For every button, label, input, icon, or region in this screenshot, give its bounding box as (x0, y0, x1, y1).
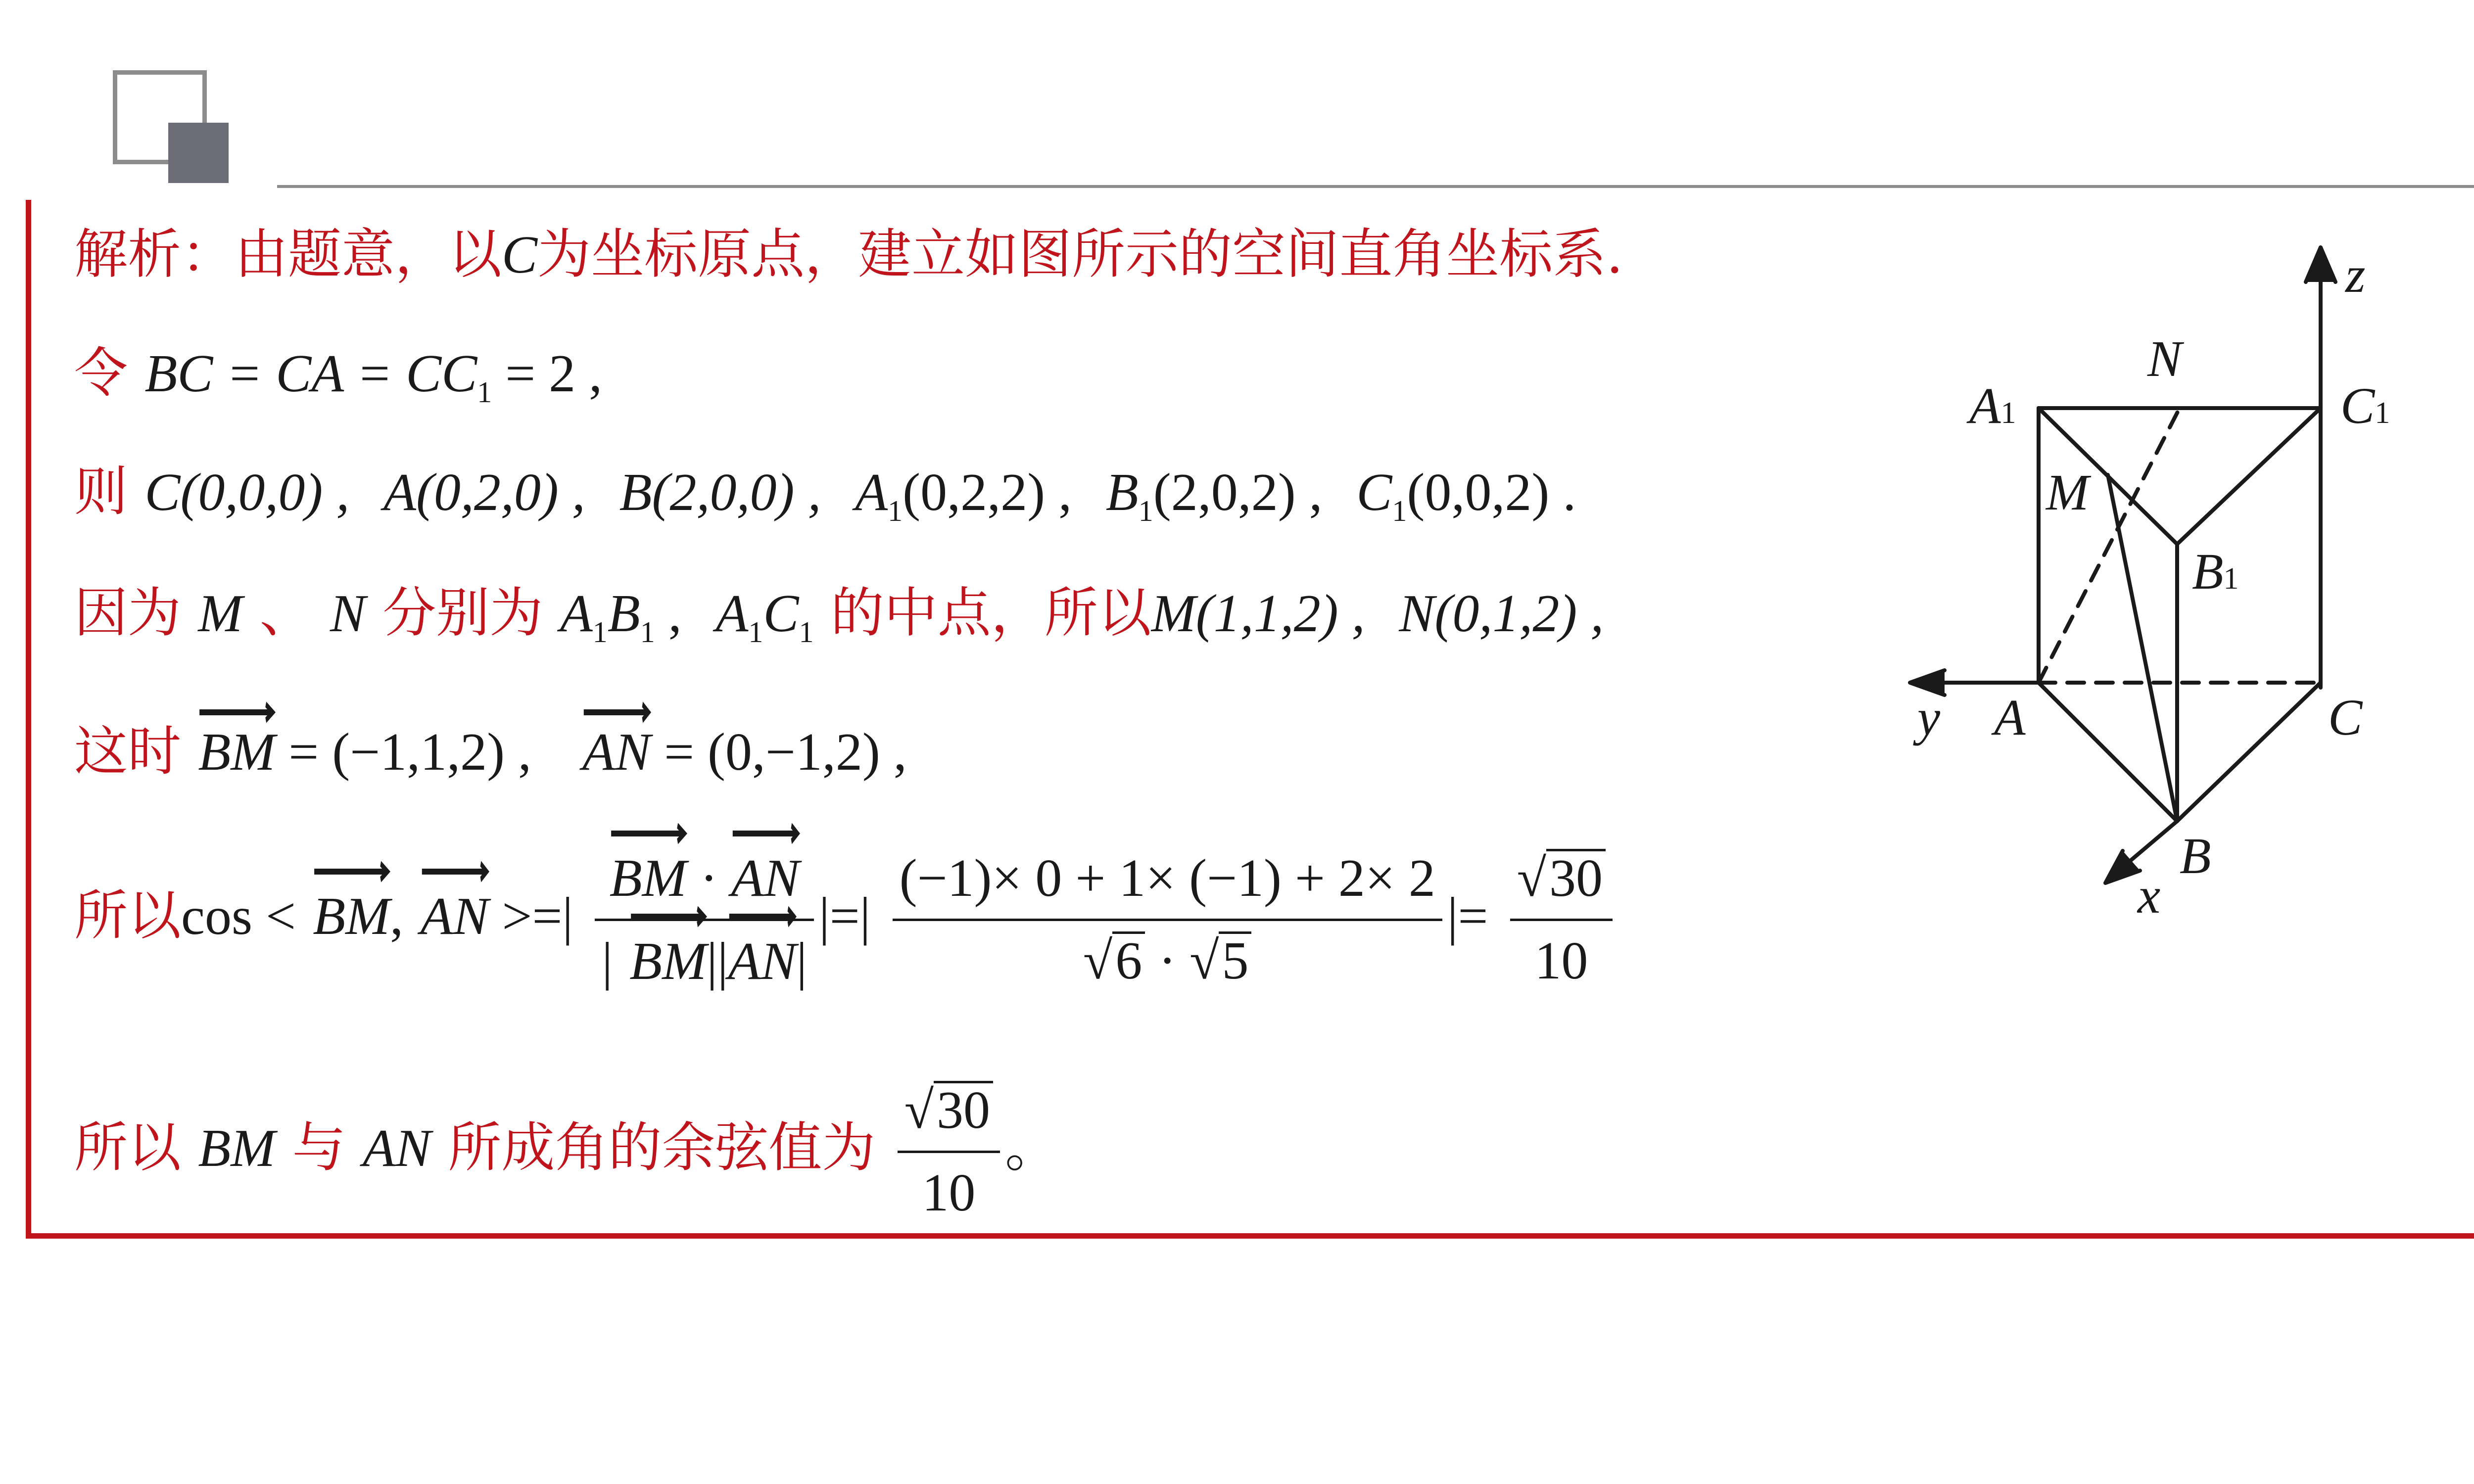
line4-lead: 因为 (74, 582, 182, 644)
line7-an: AN (363, 1118, 431, 1178)
point-b1: $B_1(2,0,2)$ , (1105, 463, 1323, 527)
m-coord: M(1,1,2) , (1151, 584, 1365, 643)
line4-mid1: 分别为 (382, 582, 543, 644)
solution-line-6: 所以cos < BM, AN >=| BM · AN | BM|| AN| |=| (−1)× 0 + 1× (−1) + 2× 2 √6 · √5 |= √30 10 (74, 841, 1618, 999)
label-a1: A1 (1969, 377, 2016, 434)
vector-an-2: AN (421, 880, 489, 954)
segment-a1c1: $A_1C_1$ (715, 584, 814, 649)
line2-lead: 令 (74, 342, 128, 404)
line4-sep: 、 (259, 582, 313, 644)
header-rule (277, 185, 2474, 188)
solution-line-7 (74, 1073, 1058, 1230)
label-b1: B1 (2192, 543, 2239, 600)
vector-an: AN (582, 720, 651, 785)
line7-lead: 所以 (74, 1116, 182, 1179)
line2-eq: BC = CA = CC (144, 344, 477, 403)
point-c: C(0,0,0) , (144, 463, 350, 522)
point-a: A(0,2,0) , (383, 463, 585, 522)
vector-bm-2: BM (313, 880, 390, 954)
final-fraction: √30 10 (898, 1073, 1000, 1230)
z-axis-arrow (2306, 247, 2335, 282)
point-c1: $C_1(0,0,2)$ . (1356, 463, 1576, 527)
line3-lead: 则 (74, 461, 128, 523)
label-c1: C1 (2340, 377, 2390, 434)
line1-rest: 为坐标原点，建立如图所示的空间直角坐标系. (537, 224, 1623, 285)
an-value: = (0,−1,2) , (651, 723, 907, 782)
line7-mid1: 与 (292, 1116, 346, 1179)
edge-ab (2039, 683, 2177, 821)
n-coord: N(0,1,2) , (1399, 584, 1604, 643)
line2-tail: = 2 , (492, 344, 603, 403)
label-y: y (1917, 689, 1941, 746)
point-b: B(2,0,0) , (619, 463, 821, 522)
line7-bm: BM (198, 1118, 276, 1178)
fraction-vectors: BM · AN | BM|| AN| (595, 841, 814, 999)
solution-line-3 (74, 460, 1576, 543)
line1-var-c: C (502, 226, 538, 284)
solution-line-1 (74, 223, 1623, 287)
line4-m: M (198, 584, 243, 643)
label-b: B (2180, 828, 2211, 884)
line5-lead: 这时 (74, 721, 182, 783)
segment-an-dashed (2039, 408, 2180, 683)
line4-mid2: 的中点，所以 (830, 582, 1151, 644)
cos-symbol: cos < (181, 886, 296, 946)
line2-sub: 1 (477, 376, 492, 409)
label-z: z (2345, 246, 2366, 303)
line1-lead: 解析：由题意，以 (74, 224, 502, 285)
vector-bm: BM (198, 720, 275, 785)
line6-lead: 所以 (74, 884, 182, 947)
solution-line-2 (74, 341, 602, 424)
solution-line-5 (74, 720, 907, 785)
label-a: A (1994, 689, 2026, 746)
label-n: N (2147, 330, 2182, 387)
segment-a1b1: $A_1B_1$ (560, 584, 655, 649)
label-c: C (2328, 689, 2363, 746)
line7-mid2: 所成角的余弦值为 (448, 1116, 876, 1179)
edge-b1c1 (2177, 408, 2321, 544)
point-a1: $A_1(0,2,2)$ , (855, 463, 1072, 527)
fraction-computation: (−1)× 0 + 1× (−1) + 2× 2 √6 · √5 (893, 841, 1442, 998)
label-x: x (2138, 867, 2161, 924)
solution-line-4: 因为 M 、 N 分别为 $A_1B_1$ , $A_1C_1$ 的中点，所以M(1,1,2) , N(0,1,2) , (74, 582, 1604, 649)
line4-n: N (330, 584, 366, 643)
fraction-result: √30 10 (1510, 841, 1613, 998)
label-m: M (2046, 464, 2089, 521)
header-filled-square (168, 123, 229, 183)
line7-end: 。 (1005, 1118, 1059, 1178)
prism-diagram (1870, 232, 2474, 940)
bm-value: = (−1,1,2) , (275, 723, 532, 782)
edge-bc (2177, 683, 2321, 821)
